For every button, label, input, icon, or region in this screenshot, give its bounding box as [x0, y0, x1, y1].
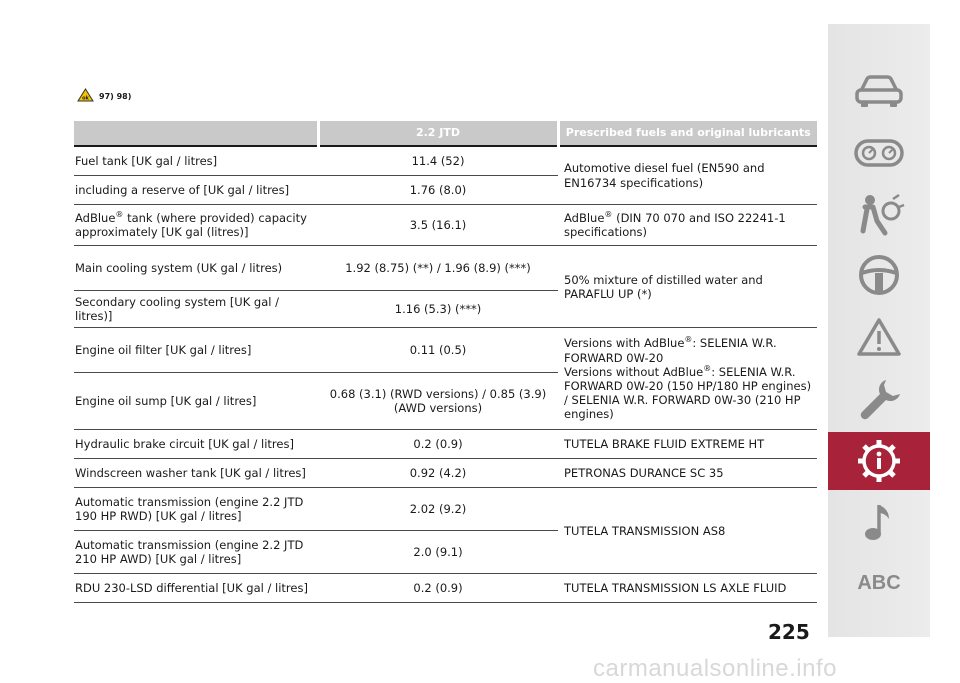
row-value: 0.2 (0.9) — [318, 574, 558, 603]
wrench-icon — [856, 376, 902, 422]
fluid-fuel: Automotive diesel fuel (EN590 and EN16734 specifications) — [558, 146, 817, 205]
row-value: 1.92 (8.75) (**) / 1.96 (8.9) (***) — [318, 246, 558, 291]
index-abc-label: ABC — [857, 571, 901, 594]
row-label: Main cooling system (UK gal / litres) — [74, 246, 318, 291]
fluid-brake: TUTELA BRAKE FLUID EXTREME HT — [558, 430, 817, 459]
row-value: 1.16 (5.3) (***) — [318, 291, 558, 328]
row-value: 1.76 (8.0) — [318, 176, 558, 205]
table-row — [74, 488, 817, 531]
fluid-adblue: AdBlue® (DIN 70 070 and ISO 22241-1 specifications) — [558, 205, 817, 246]
fluid-engine-oil — [558, 328, 817, 430]
row-label: RDU 230-LSD differential [UK gal / litres] — [74, 574, 318, 603]
music-note-icon — [859, 501, 899, 545]
row-label: Engine oil sump [UK gal / litres] — [74, 373, 318, 430]
gear-info-icon — [856, 438, 902, 484]
svg-text:ok: ok — [82, 95, 89, 102]
sidebar-item-technical-data[interactable] — [828, 432, 930, 490]
row-label: Fuel tank [UK gal / litres] — [74, 146, 318, 176]
row-value: 0.68 (3.1) (RWD versions) / 0.85 (3.9) (AWD versions) — [318, 373, 558, 430]
car-icon — [853, 73, 905, 109]
fluid-axle: TUTELA TRANSMISSION LS AXLE FLUID — [558, 574, 817, 603]
chapter-sidebar — [828, 24, 930, 637]
header-engine: 2.2 JTD — [318, 121, 558, 146]
steering-wheel-icon — [857, 253, 901, 297]
row-label: Windscreen washer tank [UK gal / litres] — [74, 459, 318, 488]
row-value: 2.02 (9.2) — [318, 488, 558, 531]
warning-refs: 97) 98) — [99, 92, 132, 101]
warning-triangle-icon — [77, 87, 94, 106]
row-label: including a reserve of [UK gal / litres] — [74, 176, 318, 205]
row-value: 2.0 (9.1) — [318, 531, 558, 574]
sidebar-item-dashboard[interactable] — [828, 124, 930, 182]
row-value: 0.92 (4.2) — [318, 459, 558, 488]
fluid-coolant: 50% mixture of distilled water and PARAFLU UP (*) — [558, 246, 817, 328]
sidebar-item-multimedia[interactable] — [828, 494, 930, 552]
sidebar-item-index[interactable] — [828, 554, 930, 612]
header-fluids: Prescribed fuels and original lubricants — [558, 121, 817, 146]
oil-with-adblue: Versions with AdBlue®: SELENIA W.R. FORWARD 0W-20 — [564, 335, 777, 365]
row-label: Automatic transmission (engine 2.2 JTD 210 HP AWD) [UK gal / litres] — [74, 531, 318, 574]
fluid-washer: PETRONAS DURANCE SC 35 — [558, 459, 817, 488]
dashboard-icon — [853, 135, 905, 171]
table-row — [74, 430, 817, 459]
sidebar-item-car[interactable] — [828, 62, 930, 120]
sidebar-item-maintenance[interactable] — [828, 370, 930, 428]
fluids-capacity-table — [74, 121, 817, 603]
watermark: carmanualsonline.info — [593, 655, 837, 682]
page-number: 225 — [768, 620, 810, 644]
row-label: AdBlue® tank (where provided) capacity approximately [UK gal (litres)] — [74, 205, 318, 246]
warning-icon — [856, 317, 902, 357]
table-row — [74, 328, 817, 373]
oil-without-adblue: Versions without AdBlue®: SELENIA W.R. FORWARD 0W-20 (150 HP/180 HP engines) / SELENIA W.R. FORWARD 0W-30 (210 HP engines) — [564, 363, 812, 421]
table-row — [74, 459, 817, 488]
table-row — [74, 246, 817, 291]
row-value: 11.4 (52) — [318, 146, 558, 176]
fluid-transmission: TUTELA TRANSMISSION AS8 — [558, 488, 817, 574]
row-value: 0.2 (0.9) — [318, 430, 558, 459]
table-header — [74, 121, 817, 146]
sidebar-item-driving[interactable] — [828, 246, 930, 304]
row-label: Automatic transmission (engine 2.2 JTD 190 HP RWD) [UK gal / litres] — [74, 488, 318, 531]
airbag-icon — [853, 193, 905, 237]
table-row — [74, 146, 817, 176]
row-label: Hydraulic brake circuit [UK gal / litres] — [74, 430, 318, 459]
row-label: Secondary cooling system [UK gal / litres)] — [74, 291, 318, 328]
sidebar-item-safety[interactable] — [828, 186, 930, 244]
row-label: Engine oil filter [UK gal / litres] — [74, 328, 318, 373]
header-empty — [74, 121, 318, 146]
row-value: 0.11 (0.5) — [318, 328, 558, 373]
row-value: 3.5 (16.1) — [318, 205, 558, 246]
table-row — [74, 205, 817, 246]
table-row — [74, 574, 817, 603]
warning-reference — [77, 87, 131, 106]
sidebar-item-emergency[interactable] — [828, 308, 930, 366]
